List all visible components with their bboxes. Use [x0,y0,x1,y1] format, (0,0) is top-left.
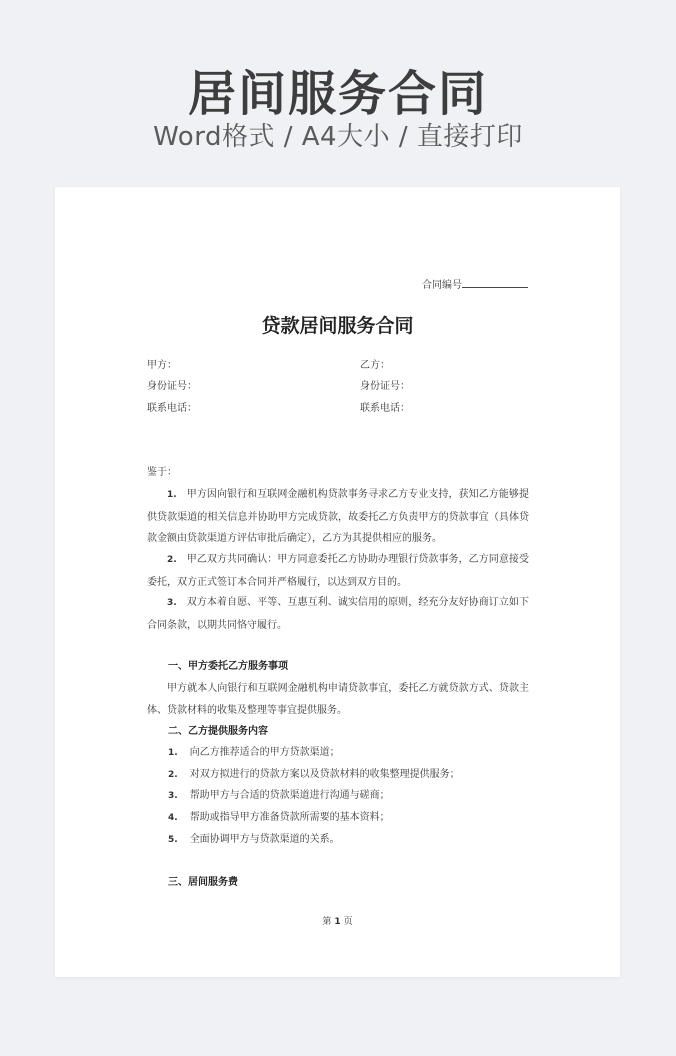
recital-1-number: 1. [167,490,177,500]
preamble-label: 鉴于： [147,467,177,478]
party-a-phone-label: 联系电话： [147,403,197,414]
page-number-suffix: 页 [343,917,353,927]
section-2-heading: 二、乙方提供服务内容 [168,726,268,737]
list-item [168,768,460,782]
page-title: 居间服务合同 [187,66,488,122]
list-item [168,811,390,825]
list-item-text: 帮助甲方与合适的贷款渠道进行沟通与磋商； [189,790,390,801]
recital-3-number: 3. [167,598,177,608]
recital-2-text: 甲乙双方共同确认：甲方同意委托乙方协助办理银行贷款事务，乙方同意接受委托，双方正式签订本合同并严格履行，以达到双方目的。 [147,554,529,588]
party-b-id-label: 身份证号： [360,381,410,392]
party-a-name-label: 甲方： [147,360,177,371]
section-3-heading: 三、居间服务费 [168,877,238,888]
party-a-id-label: 身份证号： [147,381,197,392]
list-item-number: 4. [168,813,178,823]
contract-number-blank [462,278,528,288]
section-1-body: 甲方就本人向银行和互联网金融机构申请贷款事宜，委托乙方就贷款方式、贷款主体、贷款材料的收集及整理等事宜提供服务。 [147,683,529,716]
contract-number [422,276,528,291]
recital-1-text: 甲方因向银行和互联网金融机构贷款事务寻求乙方专业支持，获知乙方能够提供贷款渠道的相关信息并协助甲方完成贷款，故委托乙方负责甲方的贷款事宜（具体贷款金额由贷款渠道方评估审批后确定），乙方为其提供相应的服务。 [147,489,529,544]
recital-1 [147,484,529,550]
recital-2-number: 2. [167,555,177,565]
list-item-number: 1. [168,748,178,758]
list-item-number: 3. [168,791,178,801]
party-b-name-label: 乙方： [360,360,390,371]
list-item-text: 向乙方推荐适合的甲方贷款渠道； [189,747,340,758]
list-item [168,746,340,760]
list-item-number: 5. [168,835,178,845]
list-item-text: 全面协调甲方与贷款渠道的关系。 [189,834,340,845]
list-item [168,789,390,803]
list-item-text: 帮助或指导甲方准备贷款所需要的基本资料； [189,812,390,823]
document-title: 贷款居间服务合同 [261,315,414,337]
list-item [168,833,340,847]
page-number-prefix: 第 [322,917,332,927]
party-b-phone-label: 联系电话： [360,403,410,414]
document-page [55,187,620,977]
section-1-heading: 一、甲方委托乙方服务事项 [168,661,288,672]
recital-3-text: 双方本着自愿、平等、互惠互利、诚实信用的原则，经充分友好协商订立如下合同条款，以期共同恪守履行。 [147,597,529,631]
recital-2 [147,549,529,593]
page-subtitle: Word格式 / A4大小 / 直接打印 [153,122,523,152]
recital-3 [147,592,529,636]
page-number-value: 1 [334,917,341,927]
list-item-text: 对双方拟进行的贷款方案以及贷款材料的收集整理提供服务； [189,769,460,780]
page-number [55,914,620,927]
list-item-number: 2. [168,770,178,780]
contract-number-label: 合同编号 [422,280,462,291]
